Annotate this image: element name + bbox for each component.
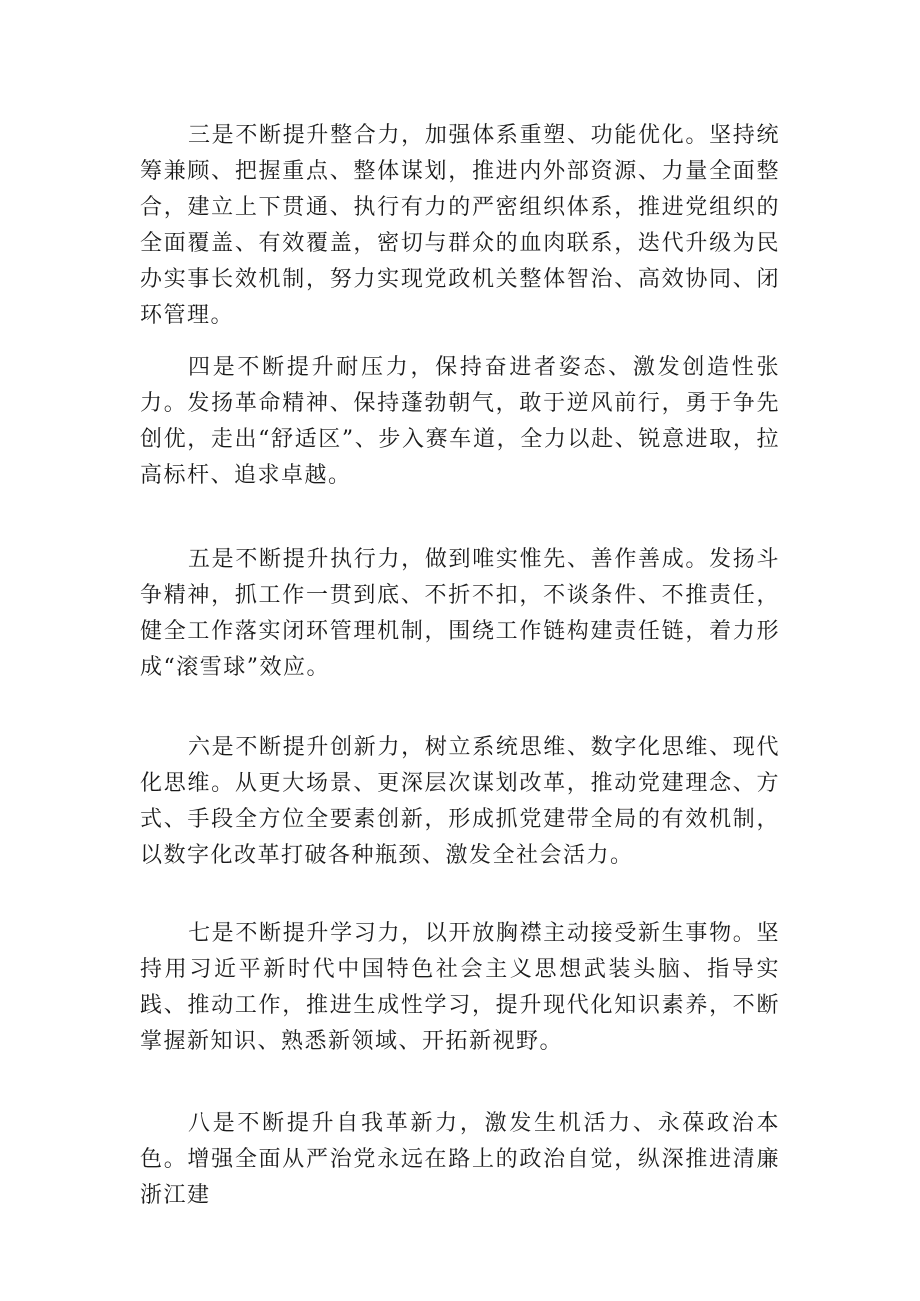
paragraph-integration: 三是不断提升整合力，加强体系重塑、功能优化。坚持统筹兼顾、把握重点、整体谋划，推进内外部资源、力量全面整合，建立上下贯通、执行有力的严密组织体系，推进党组织的全面覆盖、有效覆盖，密切与群众的血肉联系，迭代升级为民办实事长效机制，努力实现党政机关整体智治、高效协同、闭环管理。 <box>140 123 780 328</box>
paragraph-innovation: 六是不断提升创新力，树立系统思维、数字化思维、现代化思维。从更大场景、更深层次谋划改革，推动党建理念、方式、手段全方位全要素创新，形成抓党建带全局的有效机制，以数字化改革打破各种瓶颈、激发全社会活力。 <box>140 735 780 868</box>
paragraph-learning: 七是不断提升学习力，以开放胸襟主动接受新生事物。坚持用习近平新时代中国特色社会主义思想武装头脑、指导实践、推动工作，推进生成性学习，提升现代化知识素养，不断掌握新知识、熟悉新领域、开拓新视野。 <box>140 921 780 1054</box>
paragraph-pressure-resistance: 四是不断提升耐压力，保持奋进者姿态、激发创造性张力。发扬革命精神、保持蓬勃朝气，敢于逆风前行，勇于争先创优，走出“舒适区”、步入赛车道，全力以赴、锐意进取，拉高标杆、追求卓越。 <box>140 355 780 488</box>
paragraph-execution: 五是不断提升执行力，做到唯实惟先、善作善成。发扬斗争精神，抓工作一贯到底、不折不扣，不谈条件、不推责任，健全工作落实闭环管理机制，围绕工作链构建责任链，着力形成“滚雪球”效应。 <box>140 547 780 680</box>
paragraph-self-renewal: 八是不断提升自我革新力，激发生机活力、永葆政治本色。增强全面从严治党永远在路上的政治自觉，纵深推进清廉浙江建 <box>140 1111 780 1208</box>
